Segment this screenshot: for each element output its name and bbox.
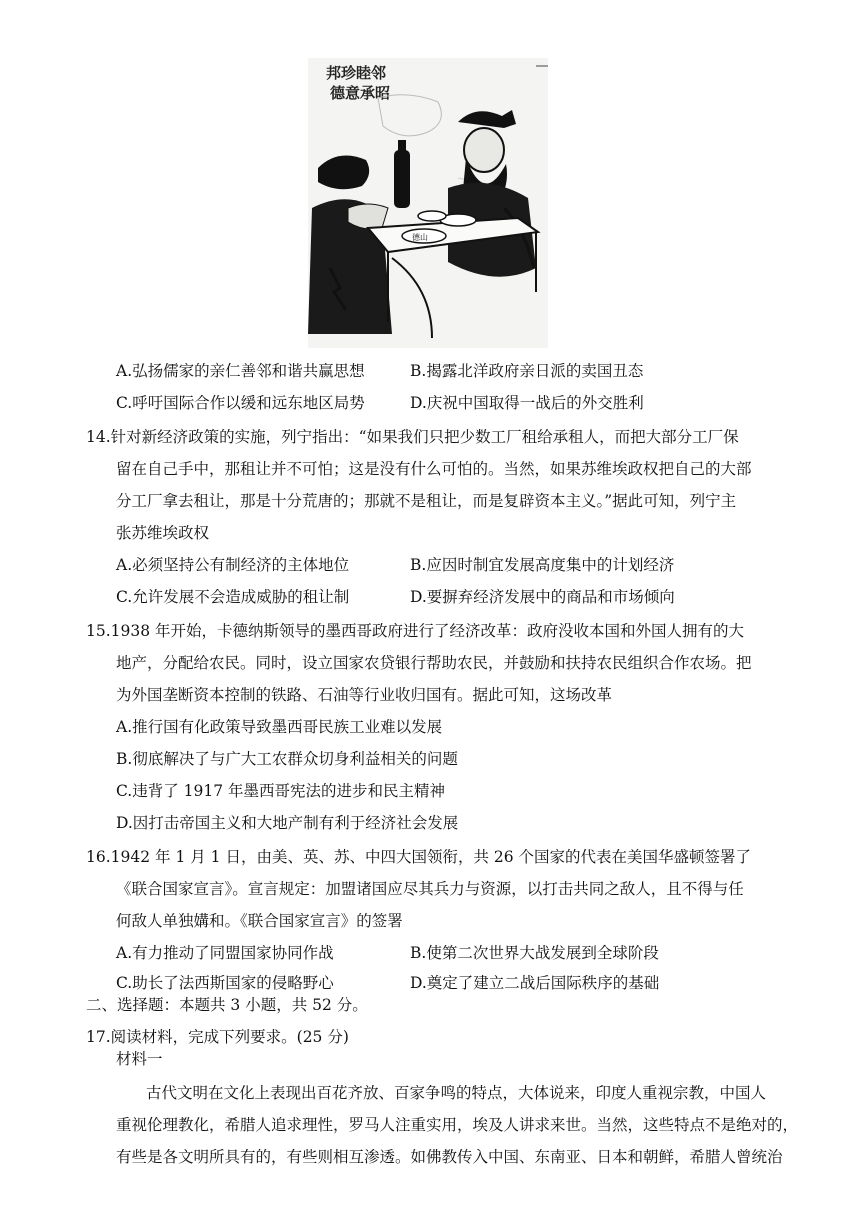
- section-heading: 二、选择题：本题共 3 小题，共 52 分。: [86, 996, 368, 1014]
- q16-option-b: B.使第二次世界大战发展到全球阶段: [410, 944, 659, 962]
- q15-stem-line-2: 地产，分配给农民。同时，设立国家农贷银行帮助农民，并鼓励和扶持农民组织合作农场。把: [116, 654, 752, 672]
- cartoon-caption-line-1: 邦珍睦邻: [326, 64, 387, 82]
- q14-option-d: D.要摒弃经济发展中的商品和市场倾向: [410, 588, 675, 606]
- q14-option-b: B.应因时制宜发展高度集中的计划经济: [410, 556, 675, 574]
- material-label: 材料一: [116, 1050, 163, 1068]
- q14-stem-line-3: 分工厂拿去租让，那是十分荒唐的；那就不是租让，而是复辟资本主义。”据此可知，列宁主: [116, 492, 737, 510]
- cartoon-caption-line-2: 德意承昭: [330, 84, 391, 102]
- q15-stem-line-1: 15.1938 年开始，卡德纳斯领导的墨西哥政府进行了经济改革：政府没收本国和外国人拥有的大: [86, 622, 745, 640]
- q15-option-c: C.违背了 1917 年墨西哥宪法的进步和民主精神: [116, 782, 446, 800]
- q15-stem-line-3: 为外国垄断资本控制的铁路、石油等行业收归国有。据此可知，这场改革: [116, 686, 613, 704]
- q16-stem-line-2: 《联合国家宣言》。宣言规定：加盟诸国应尽其兵力与资源，以打击共同之敌人，且不得与任: [116, 880, 744, 898]
- q14-option-c: C.允许发展不会造成威胁的租让制: [116, 588, 350, 606]
- q16-option-d: D.奠定了建立二战后国际秩序的基础: [410, 974, 660, 992]
- q14-option-a: A.必须坚持公有制经济的主体地位: [116, 556, 350, 574]
- q13-option-d: D.庆祝中国取得一战后的外交胜利: [410, 394, 644, 412]
- q13-option-a: A.弘扬儒家的亲仁善邻和谐共赢思想: [116, 362, 365, 380]
- political-cartoon-image: [308, 58, 548, 348]
- q15-option-a: A.推行国有化政策导致墨西哥民族工业难以发展: [116, 718, 443, 736]
- material-paragraph-line-3: 有些是各文明所具有的，有些则相互渗透。如佛教传入中国、东南亚、日本和朝鲜，希腊人曾统治: [116, 1148, 783, 1166]
- q17-title: 17.阅读材料，完成下列要求。(25 分): [86, 1028, 349, 1046]
- q15-option-d: D.因打击帝国主义和大地产制有利于经济社会发展: [116, 814, 459, 832]
- material-paragraph-line-1: 古代文明在文化上表现出百花齐放、百家争鸣的特点，大体说来，印度人重视宗教，中国人: [146, 1084, 767, 1102]
- cartoon-dish-label: 德山: [412, 233, 428, 242]
- q13-option-c: C.呼吁国际合作以缓和远东地区局势: [116, 394, 365, 412]
- q14-stem-line-2: 留在自己手中，那租让并不可怕；这是没有什么可怕的。当然，如果苏维埃政权把自己的大部: [116, 460, 752, 478]
- q14-stem-line-4: 张苏维埃政权: [116, 524, 210, 542]
- q16-option-c: C.助长了法西斯国家的侵略野心: [116, 974, 334, 992]
- material-paragraph-line-2: 重视伦理教化，希腊人追求理性，罗马人注重实用，埃及人讲求来世。当然，这些特点不是绝对的，: [116, 1116, 799, 1134]
- q16-option-a: A.有力推动了同盟国家协同作战: [116, 944, 334, 962]
- q13-option-b: B.揭露北洋政府亲日派的卖国丑态: [410, 362, 644, 380]
- q16-stem-line-1: 16.1942 年 1 月 1 日，由美、英、苏、中四大国领衔，共 26 个国家的代表在美国华盛顿签署了: [86, 848, 752, 866]
- q15-option-b: B.彻底解决了与广大工农群众切身利益相关的问题: [116, 750, 458, 768]
- q16-stem-line-3: 何敌人单独媾和。《联合国家宣言》的签署: [116, 912, 403, 930]
- q14-stem-line-1: 14.针对新经济政策的实施，列宁指出：“如果我们只把少数工厂租给承租人，而把大部分工厂保: [86, 428, 739, 446]
